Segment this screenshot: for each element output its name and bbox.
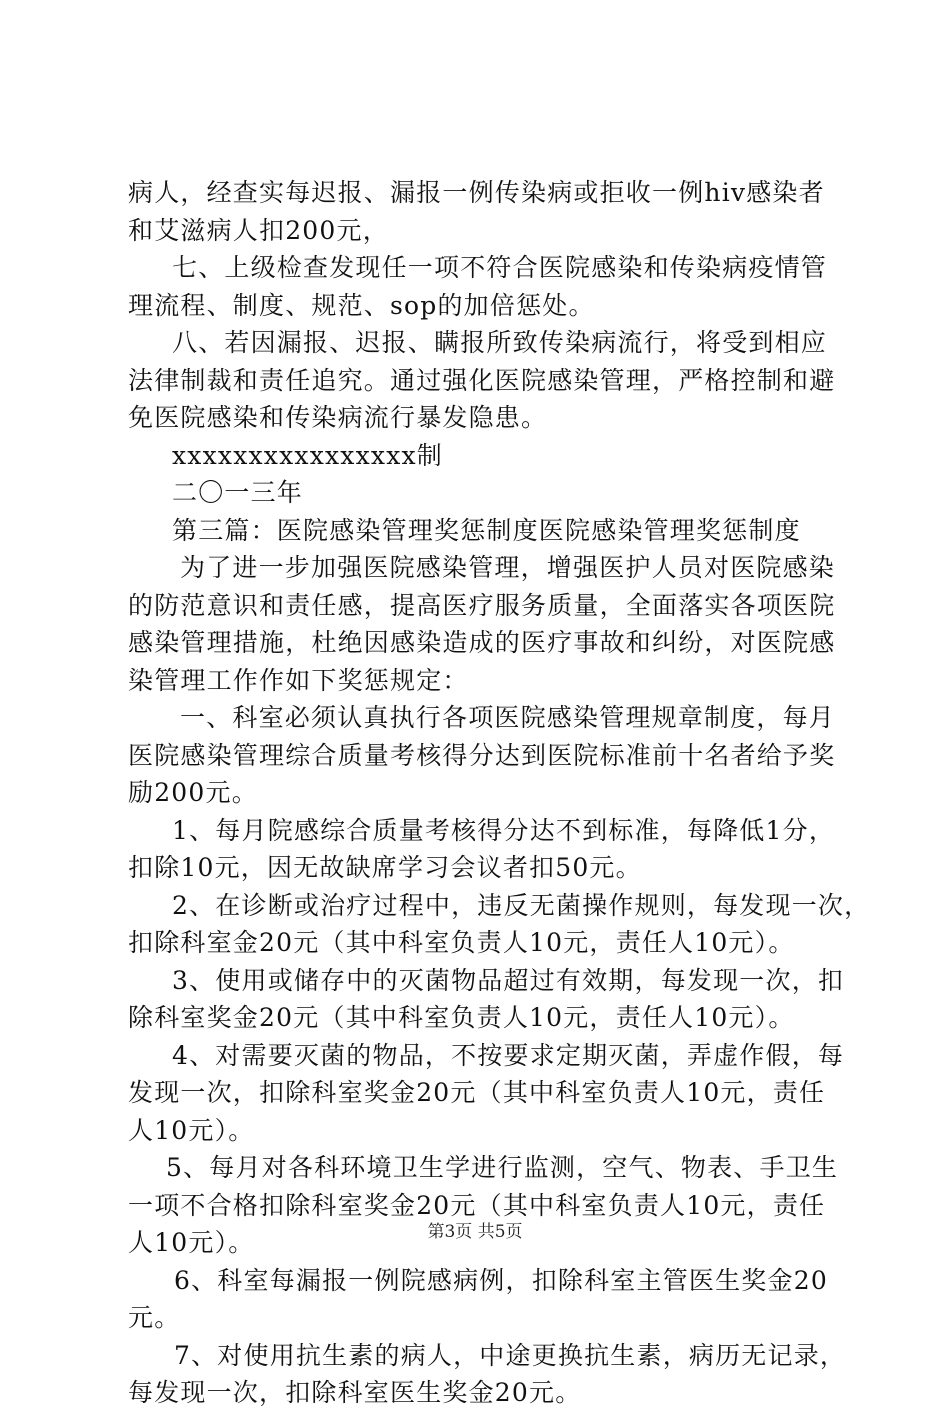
- text-line: 一、科室必须认真执行各项医院感染管理规章制度，每月: [180, 703, 836, 732]
- text-line: 的防范意识和责任感，提高医疗服务质量，全面落实各项医院: [128, 590, 836, 620]
- text-line: 励200元。: [128, 778, 258, 807]
- signature-line: xxxxxxxxxxxxxxxx制: [172, 440, 443, 470]
- text-line: 染管理工作作如下奖惩规定：: [128, 665, 469, 695]
- text-line: 发现一次，扣除科室奖金20元（其中科室负责人10元，责任: [128, 1078, 826, 1107]
- text-line: 法律制裁和责任追究。通过强化医院感染管理，严格控制和避: [128, 365, 836, 395]
- text-line: 除科室奖金20元（其中科室负责人10元，责任人10元）。: [128, 1003, 795, 1032]
- section-heading: 第三篇：医院感染管理奖惩制度医院感染管理奖惩制度: [172, 515, 801, 545]
- text-line: 七、上级检查发现任一项不符合医院感染和传染病疫情管: [172, 253, 828, 282]
- text-line: 5、每月对各科环境卫生学进行监测，空气、物表、手卫生: [166, 1153, 839, 1182]
- text-line: 病人，经查实每迟报、漏报一例传染病或拒收一例hiv感染者: [128, 178, 825, 207]
- text-line: 和艾滋病人扣200元，: [128, 215, 389, 245]
- text-line: 1、每月院感综合质量考核得分达不到标准，每降低1分，: [172, 815, 836, 845]
- text-line: 6、科室每漏报一例院感病例，扣除科室主管医生奖金20: [174, 1265, 828, 1295]
- text-line: 医院感染管理综合质量考核得分达到医院标准前十名者给予奖: [128, 740, 836, 770]
- text-line: 人10元）。: [128, 1228, 255, 1257]
- text-line: 4、对需要灭菌的物品，不按要求定期灭菌，弄虚作假，每: [172, 1040, 845, 1070]
- text-line: 人10元）。: [128, 1115, 255, 1145]
- text-line: 扣除10元，因无故缺席学习会议者扣50元。: [128, 853, 642, 882]
- text-line: 八、若因漏报、迟报、瞒报所致传染病流行，将受到相应: [172, 328, 828, 357]
- text-line: 感染管理措施，杜绝因感染造成的医疗事故和纠纷，对医院感: [128, 628, 836, 657]
- text-line: 一项不合格扣除科室奖金20元（其中科室负责人10元，责任: [128, 1190, 826, 1220]
- text-line: 元。: [128, 1303, 181, 1332]
- text-line: 为了进一步加强医院感染管理，增强医护人员对医院感染: [180, 553, 836, 582]
- text-line: 7、对使用抗生素的病人，中途更换抗生素，病历无记录，: [174, 1340, 847, 1370]
- date-line: 二〇一三年: [172, 478, 304, 507]
- page-footer: 第3页 共5页: [427, 1222, 523, 1242]
- text-line: 扣除科室金20元（其中科室负责人10元，责任人10元）。: [128, 928, 795, 957]
- text-line: 2、在诊断或治疗过程中，违反无菌操作规则，每发现一次，: [172, 890, 871, 920]
- text-line: 理流程、制度、规范、sop的加倍惩处。: [128, 290, 595, 320]
- text-line: 每发现一次，扣除科室医生奖金20元。: [128, 1378, 582, 1407]
- text-line: 3、使用或储存中的灭菌物品超过有效期，每发现一次，扣: [172, 965, 845, 995]
- text-line: 免医院感染和传染病流行暴发隐患。: [128, 403, 548, 432]
